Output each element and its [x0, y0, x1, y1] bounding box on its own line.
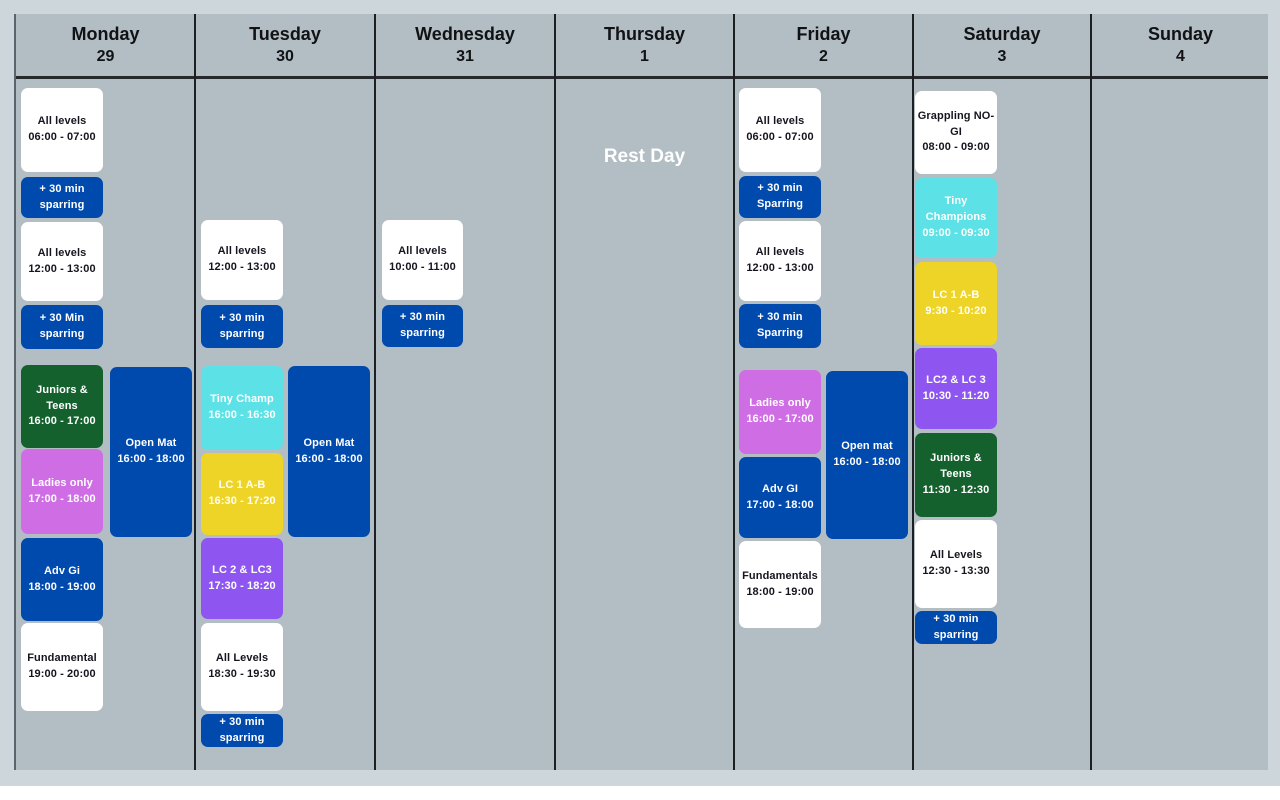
- day-header-cell: [1091, 14, 1268, 76]
- event-title: + 30 min sparring: [399, 311, 446, 339]
- event-card[interactable]: [201, 623, 283, 711]
- event-card[interactable]: [201, 714, 283, 747]
- column-divider: [194, 14, 196, 770]
- event-time: 12:00 - 13:00: [28, 262, 96, 275]
- day-header-cell: [913, 14, 1091, 76]
- event-title: Open Mat: [125, 437, 177, 450]
- event-time: 06:00 - 07:00: [28, 131, 96, 143]
- event-time: 18:00 - 19:00: [746, 585, 814, 598]
- event-card[interactable]: [21, 177, 103, 218]
- day-header-row: [16, 14, 1268, 76]
- event-time: 16:00 - 18:00: [117, 453, 185, 465]
- event-card[interactable]: [739, 221, 821, 301]
- event-card[interactable]: [201, 220, 283, 300]
- event-title: + 30 min sparring: [219, 715, 265, 744]
- event-title: LC2 & LC 3: [926, 373, 986, 386]
- event-title: Grappling NO-GI: [917, 109, 995, 138]
- event-card[interactable]: [21, 538, 103, 621]
- event-title: Ladies only: [31, 476, 93, 489]
- event-time: 12:00 - 13:00: [208, 261, 276, 273]
- event-title: Ladies only: [749, 397, 811, 410]
- day-header-cell: [555, 14, 734, 76]
- event-card[interactable]: [915, 91, 997, 174]
- event-time: 11:30 - 12:30: [922, 483, 990, 496]
- event-title: Fundamental: [27, 652, 97, 665]
- event-title: + 30 Min sparring: [39, 312, 85, 340]
- rest-day-label: Rest Day: [603, 146, 686, 167]
- event-card[interactable]: [915, 433, 997, 517]
- event-card[interactable]: [826, 371, 908, 539]
- column-divider: [1090, 14, 1092, 770]
- event-time: 16:30 - 17:20: [208, 495, 276, 507]
- day-header-cell: [16, 14, 195, 76]
- event-time: 16:00 - 18:00: [833, 456, 901, 468]
- day-name: Wednesday: [415, 24, 515, 45]
- day-date: 2: [819, 47, 828, 65]
- event-card[interactable]: [915, 178, 997, 258]
- day-header-cell: [734, 14, 913, 76]
- event-card[interactable]: [739, 541, 821, 628]
- event-title: + 30 min sparring: [39, 182, 85, 211]
- event-card[interactable]: [739, 457, 821, 538]
- event-card[interactable]: [21, 623, 103, 711]
- event-title: Juniors & Teens: [930, 452, 982, 481]
- event-title: Tiny Champions: [925, 195, 987, 224]
- event-card[interactable]: [201, 366, 283, 450]
- event-title: Open Mat: [303, 436, 355, 449]
- event-title: All levels: [217, 245, 267, 258]
- event-card[interactable]: [201, 453, 283, 535]
- event-time: 18:00 - 19:00: [28, 580, 96, 593]
- header-underline: [16, 76, 1268, 79]
- event-card[interactable]: [915, 348, 997, 429]
- event-title: Open mat: [841, 440, 893, 453]
- event-title: + 30 min Sparring: [756, 311, 804, 339]
- event-card[interactable]: [21, 222, 103, 301]
- event-title: All levels: [37, 246, 87, 259]
- event-time: 17:00 - 18:00: [746, 498, 814, 511]
- event-title: All Levels: [215, 652, 269, 665]
- week-grid: [14, 14, 1268, 770]
- event-card[interactable]: [915, 611, 997, 644]
- day-date: 29: [96, 47, 115, 65]
- event-card[interactable]: [201, 538, 283, 619]
- day-date: 31: [456, 47, 474, 65]
- event-card[interactable]: [21, 365, 103, 448]
- day-header-cell: [375, 14, 555, 76]
- event-title: LC 2 & LC3: [212, 563, 272, 576]
- event-time: 16:00 - 16:30: [208, 409, 276, 421]
- event-card[interactable]: [110, 367, 192, 537]
- event-time: 12:30 - 13:30: [922, 565, 990, 577]
- event-card[interactable]: [201, 305, 283, 348]
- event-card[interactable]: [288, 366, 370, 537]
- event-title: All levels: [37, 115, 87, 128]
- event-card[interactable]: [21, 449, 103, 534]
- event-card[interactable]: [915, 520, 997, 608]
- day-date: 3: [997, 47, 1007, 65]
- day-name: Saturday: [963, 24, 1041, 45]
- event-time: 10:30 - 11:20: [922, 389, 990, 402]
- event-time: 06:00 - 07:00: [746, 131, 814, 143]
- event-time: 16:00 - 17:00: [746, 413, 814, 425]
- event-title: Juniors & Teens: [36, 383, 88, 412]
- event-title: All levels: [755, 115, 805, 128]
- event-time: 17:00 - 18:00: [28, 492, 96, 505]
- event-title: Tiny Champ: [210, 393, 274, 406]
- event-title: LC 1 A-B: [932, 288, 980, 301]
- day-name: Monday: [71, 24, 140, 45]
- event-title: All levels: [398, 245, 447, 258]
- event-title: Adv Gi: [43, 564, 81, 577]
- event-time: 12:00 - 13:00: [746, 262, 814, 274]
- event-card[interactable]: [739, 370, 821, 454]
- event-card[interactable]: [382, 305, 463, 347]
- event-title: All Levels: [929, 549, 983, 562]
- event-card[interactable]: [915, 262, 997, 345]
- event-time: 08:00 - 09:00: [922, 141, 990, 154]
- column-divider: [912, 14, 914, 770]
- column-divider: [374, 14, 376, 770]
- day-name: Sunday: [1147, 24, 1213, 45]
- event-card[interactable]: [739, 304, 821, 348]
- day-date: 1: [640, 47, 649, 65]
- event-title: Fundamentals: [742, 569, 818, 582]
- day-date: 30: [276, 47, 294, 65]
- event-time: 16:00 - 17:00: [28, 415, 96, 428]
- event-time: 10:00 - 11:00: [389, 261, 456, 273]
- event-card[interactable]: [382, 220, 463, 300]
- event-time: 18:30 - 19:30: [208, 668, 276, 680]
- event-time: 17:30 - 18:20: [208, 579, 276, 592]
- event-time: 09:00 - 09:30: [922, 226, 990, 239]
- event-card[interactable]: [739, 176, 821, 218]
- day-date: 4: [1176, 47, 1185, 65]
- event-title: All levels: [755, 246, 805, 259]
- event-card[interactable]: [739, 88, 821, 172]
- event-title: + 30 min Sparring: [756, 182, 804, 210]
- event-title: + 30 min sparring: [219, 311, 265, 340]
- day-name: Thursday: [603, 24, 686, 45]
- event-time: 9:30 - 10:20: [925, 304, 987, 317]
- event-card[interactable]: [21, 88, 103, 172]
- event-time: 16:00 - 18:00: [295, 452, 363, 465]
- event-title: Adv GI: [761, 482, 799, 495]
- day-name: Friday: [796, 24, 851, 45]
- event-title: + 30 min sparring: [933, 612, 979, 641]
- event-title: LC 1 A-B: [218, 479, 266, 492]
- column-divider: [554, 14, 556, 770]
- day-name: Tuesday: [249, 24, 321, 45]
- event-card[interactable]: [21, 305, 103, 349]
- day-header-cell: [195, 14, 375, 76]
- column-divider: [733, 14, 735, 770]
- event-time: 19:00 - 20:00: [28, 668, 96, 680]
